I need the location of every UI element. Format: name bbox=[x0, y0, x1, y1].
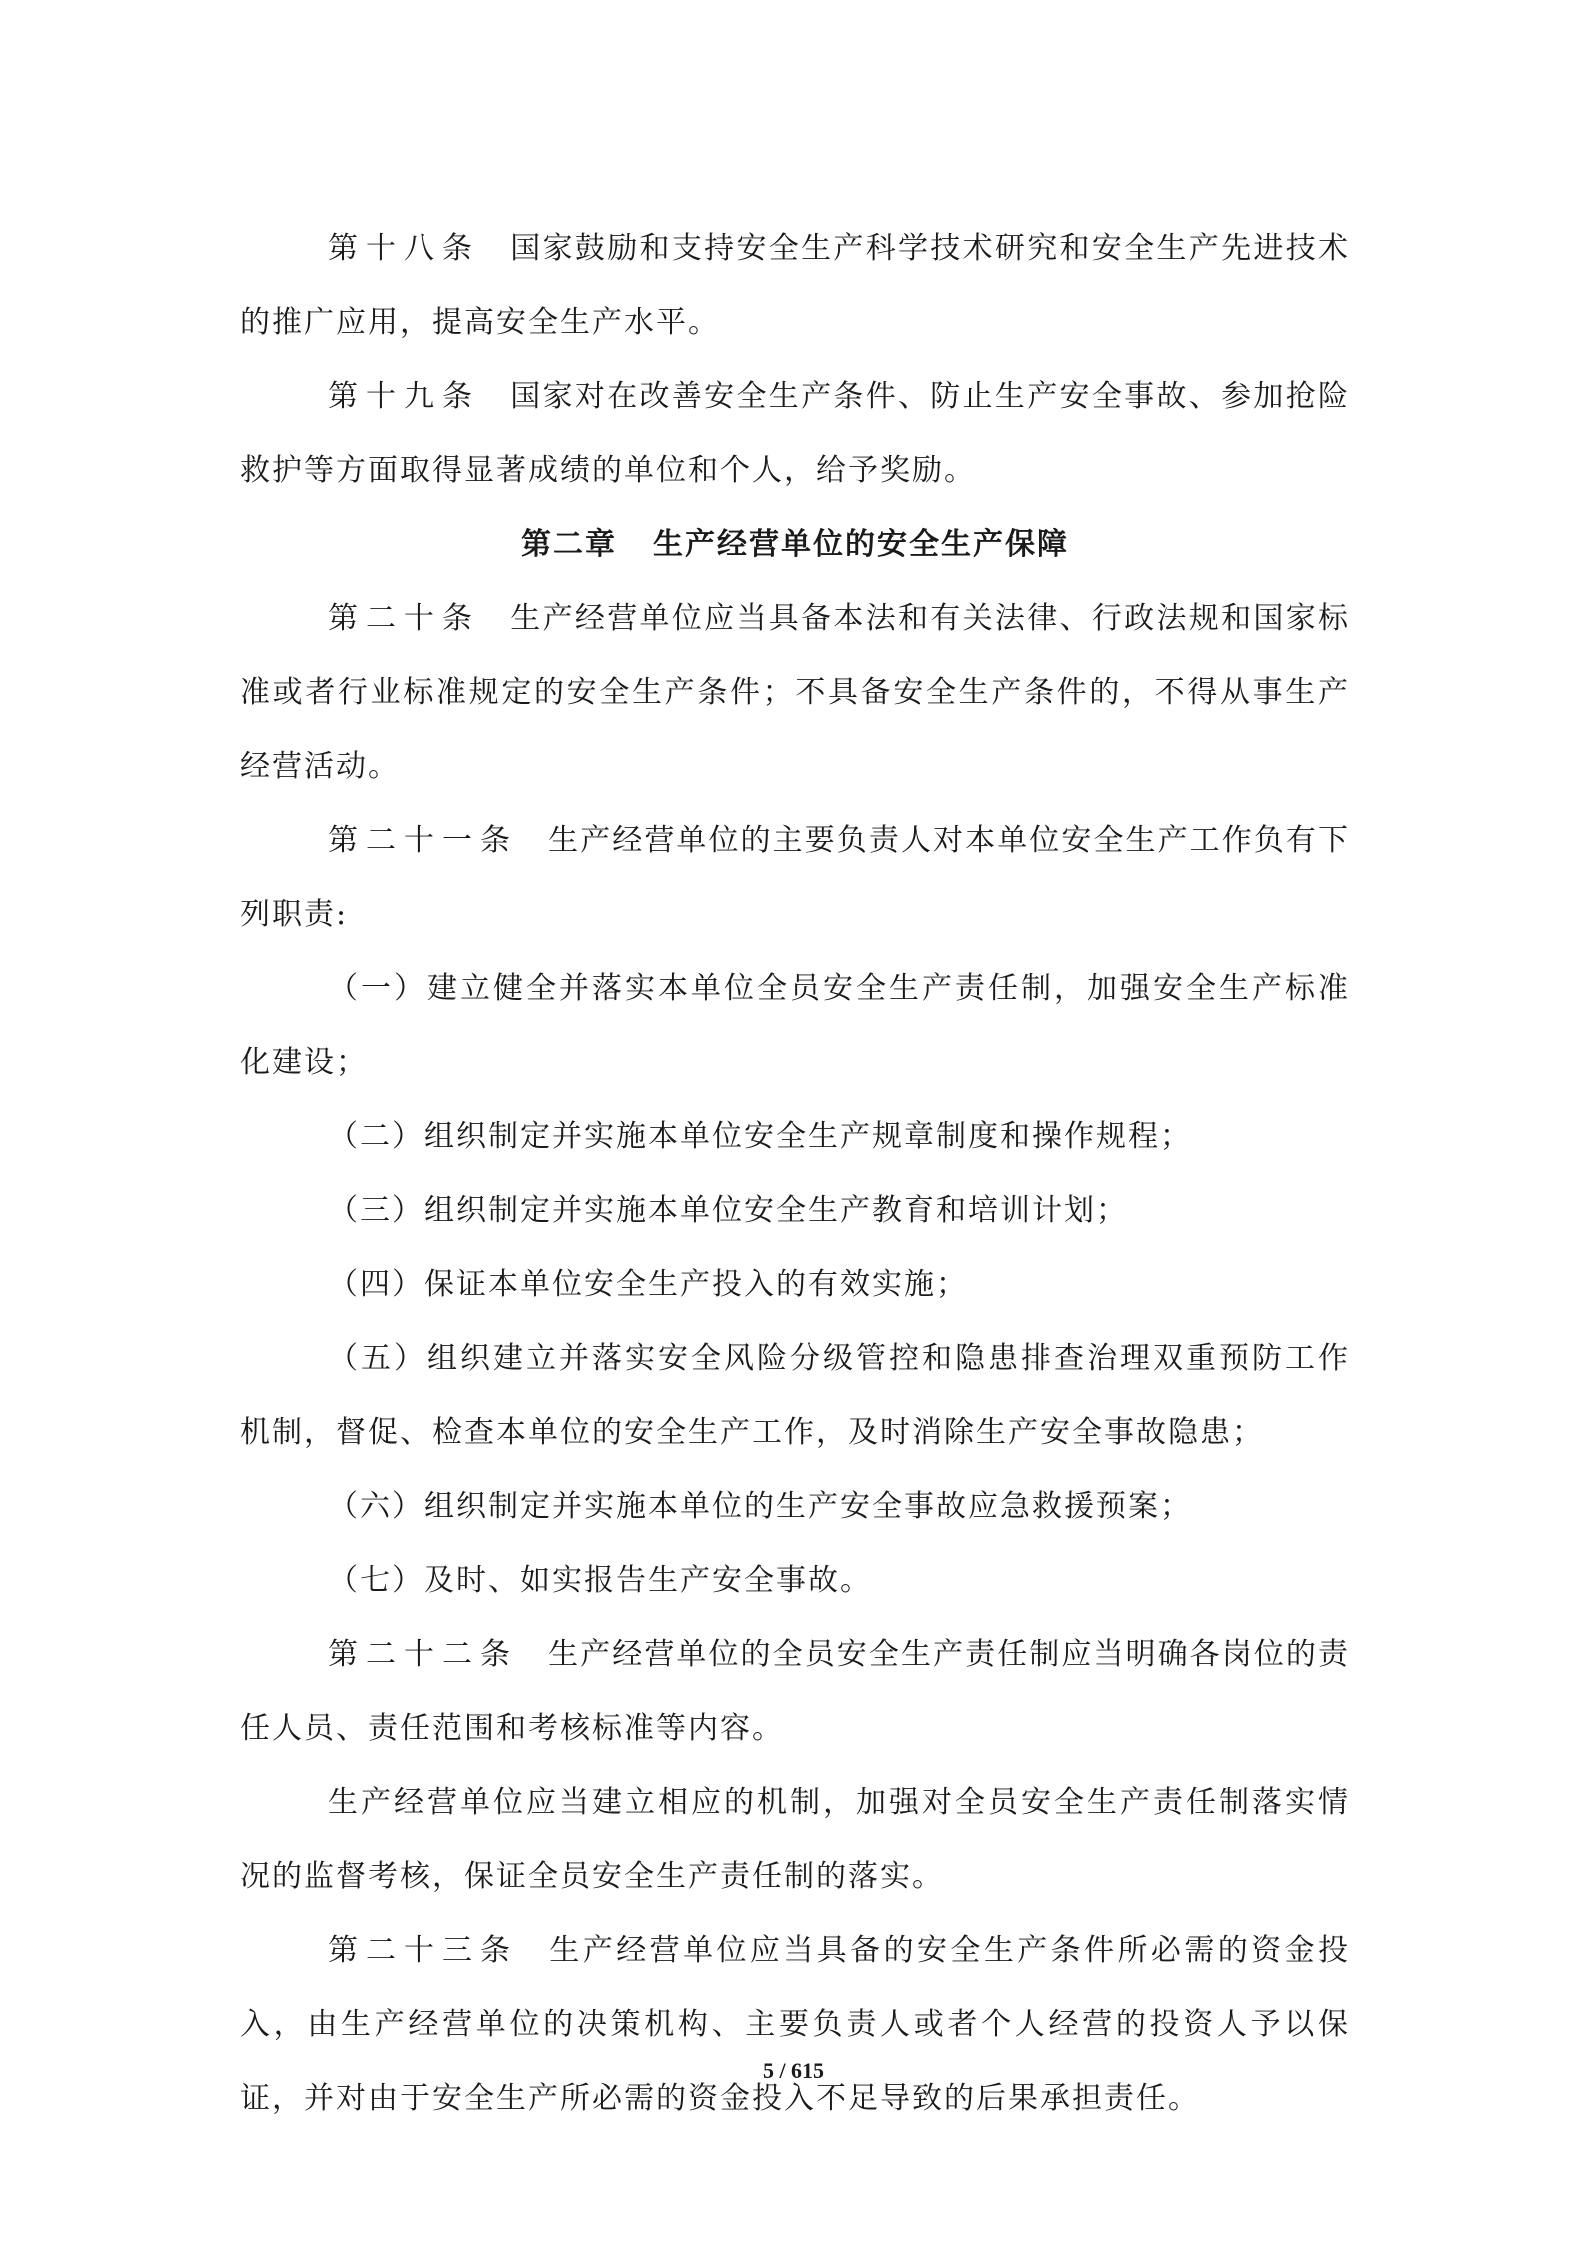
list-item: （五）组织建立并落实安全风险分级管控和隐患排查治理双重预防工作机制，督促、检查本单位的安全生产工作，及时消除生产安全事故隐患； bbox=[240, 1341, 1350, 1450]
article-number: 第十九条 bbox=[328, 379, 480, 414]
list-item: （四）保证本单位安全生产投入的有效实施； bbox=[328, 1267, 968, 1302]
article-18 bbox=[240, 212, 1350, 360]
article-text: 生产经营单位的主要负责人对本单位安全生产工作负有下列职责: bbox=[240, 823, 1350, 932]
chapter-title: 生产经营单位的安全生产保障 bbox=[653, 527, 1069, 562]
article-21 bbox=[240, 804, 1350, 952]
chapter-number: 第二章 bbox=[521, 527, 617, 562]
list-item: （六）组织制定并实施本单位的生产安全事故应急救援预案； bbox=[328, 1489, 1192, 1524]
article-number: 第二十三条 bbox=[328, 1933, 518, 1968]
article-number: 第十八条 bbox=[328, 231, 480, 266]
document-body bbox=[240, 212, 1350, 2136]
chapter-heading bbox=[240, 508, 1350, 582]
article-text: 生产经营单位的全员安全生产责任制应当明确各岗位的责任人员、责任范围和考核标准等内容。 bbox=[240, 1637, 1350, 1746]
article-number: 第二十条 bbox=[328, 601, 480, 636]
article-22 bbox=[240, 1618, 1350, 1766]
article-22-paragraph-2: 生产经营单位应当建立相应的机制，加强对全员安全生产责任制落实情况的监督考核，保证全员安全生产责任制的落实。 bbox=[240, 1785, 1350, 1894]
article-20 bbox=[240, 582, 1350, 804]
article-19 bbox=[240, 360, 1350, 508]
article-number: 第二十一条 bbox=[328, 823, 518, 858]
list-item: （三）组织制定并实施本单位安全生产教育和培训计划； bbox=[328, 1193, 1128, 1228]
list-item: （七）及时、如实报告生产安全事故。 bbox=[328, 1563, 872, 1598]
article-text: 生产经营单位应当具备的安全生产条件所必需的资金投入，由生产经营单位的决策机构、主要负责人或者个人经营的投资人予以保证，并对由于安全生产所必需的资金投入不足导致的后果承担责任。 bbox=[240, 1933, 1350, 2116]
article-text: 国家对在改善安全生产条件、防止生产安全事故、参加抢险救护等方面取得显著成绩的单位和个人，给予奖励。 bbox=[240, 379, 1350, 488]
article-23 bbox=[240, 1914, 1350, 2136]
article-number: 第二十二条 bbox=[328, 1637, 518, 1672]
article-text: 生产经营单位应当具备本法和有关法律、行政法规和国家标准或者行业标准规定的安全生产条件；不具备安全生产条件的，不得从事生产经营活动。 bbox=[240, 601, 1350, 784]
page-number: 5 / 615 bbox=[762, 2058, 825, 2083]
article-text: 国家鼓励和支持安全生产科学技术研究和安全生产先进技术的推广应用，提高安全生产水平。 bbox=[240, 231, 1350, 340]
list-item: （一）建立健全并落实本单位全员安全生产责任制，加强安全生产标准化建设； bbox=[240, 971, 1350, 1080]
list-item: （二）组织制定并实施本单位安全生产规章制度和操作规程； bbox=[328, 1119, 1192, 1154]
